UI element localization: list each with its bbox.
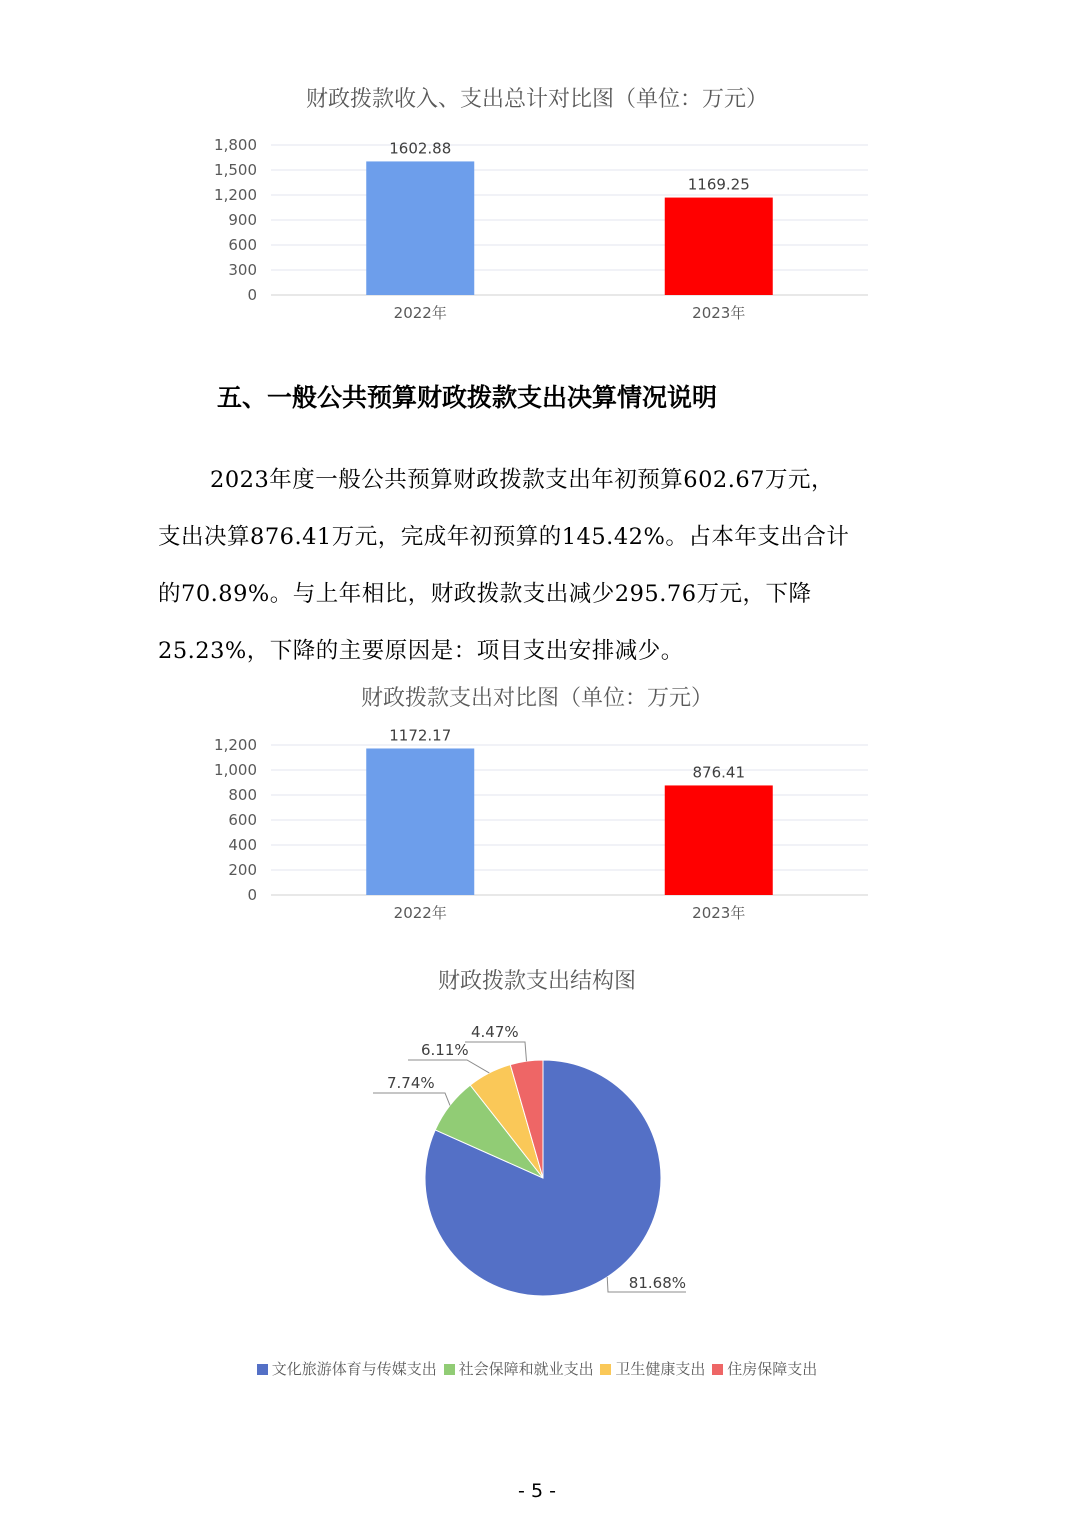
pie-data-label-health: 6.11% — [421, 1041, 469, 1059]
legend-item-culture — [257, 1358, 437, 1379]
chart1-xtick-label: 2022年 — [393, 304, 447, 322]
legend-swatch-housing — [712, 1364, 723, 1375]
chart1-ytick-label: 600 — [228, 236, 257, 254]
chart2-ytick-label: 1,200 — [214, 736, 257, 754]
chart2-ytick-label: 1,000 — [214, 761, 257, 779]
chart2-ytick-label: 400 — [228, 836, 257, 854]
chart1-data-label: 1169.25 — [687, 175, 750, 194]
chart1-ytick-label: 1,500 — [214, 161, 257, 179]
paragraph-line-1: 2023年度一般公共预算财政拨款支出年初预算602.67万元， — [210, 467, 834, 493]
chart2-ytick-label: 800 — [228, 786, 257, 804]
chart1-ytick-label: 0 — [247, 286, 257, 304]
pie-callout-line-health — [408, 1060, 489, 1073]
chart1-ytick-label: 1,800 — [214, 136, 257, 154]
legend-swatch-culture — [257, 1364, 268, 1375]
pie-callout-line-housing — [465, 1042, 526, 1061]
paragraph-line-4: 25.23%，下降的主要原因是：项目支出安排减少。 — [158, 638, 684, 664]
chart1-ytick-label: 300 — [228, 261, 257, 279]
chart2-ytick-label: 0 — [247, 886, 257, 904]
chart2-ytick-label: 600 — [228, 811, 257, 829]
pie-data-label-housing: 4.47% — [471, 1023, 519, 1041]
legend-label-social-security: 社会保障和就业支出 — [458, 1360, 594, 1378]
chart1-xtick-label: 2023年 — [692, 304, 746, 322]
chart2-xtick-label: 2023年 — [692, 904, 746, 922]
legend-item-social-security — [444, 1358, 594, 1379]
legend-label-culture: 文化旅游体育与传媒支出 — [271, 1360, 437, 1378]
legend-label-health: 卫生健康支出 — [615, 1360, 706, 1378]
pie-callout-line-social-security — [373, 1093, 450, 1105]
paragraph-line-2: 支出决算876.41万元，完成年初预算的145.42%。占本年支出合计 — [158, 524, 850, 550]
chart1-data-label: 1602.88 — [389, 139, 452, 158]
legend-swatch-social-security — [444, 1364, 455, 1375]
chart2-data-label: 1172.17 — [389, 726, 452, 745]
legend-swatch-health — [600, 1364, 611, 1375]
pie-legend — [0, 1358, 1074, 1379]
chart2-ytick-label: 200 — [228, 861, 257, 879]
legend-label-housing: 住房保障支出 — [727, 1360, 818, 1378]
chart2-xtick-label: 2022年 — [393, 904, 447, 922]
chart1-title: 财政拨款收入、支出总计对比图（单位：万元） — [305, 87, 768, 112]
chart2-data-label: 876.41 — [692, 763, 745, 782]
chart2-title: 财政拨款支出对比图（单位：万元） — [360, 686, 713, 711]
paragraph-line-3: 的70.89%。与上年相比，财政拨款支出减少295.76万元，下降 — [158, 581, 812, 607]
pie-data-label-culture: 81.68% — [628, 1274, 686, 1292]
chart3-title: 财政拨款支出结构图 — [437, 969, 636, 994]
chart1-ytick-label: 1,200 — [214, 186, 257, 204]
page-number: - 5 - — [518, 1480, 556, 1502]
chart1-ytick-label: 900 — [228, 211, 257, 229]
section-heading: 五、一般公共预算财政拨款支出决算情况说明 — [217, 383, 718, 412]
legend-item-housing — [712, 1358, 817, 1379]
pie-data-label-social-security: 7.74% — [387, 1074, 435, 1092]
legend-item-health — [600, 1358, 705, 1379]
